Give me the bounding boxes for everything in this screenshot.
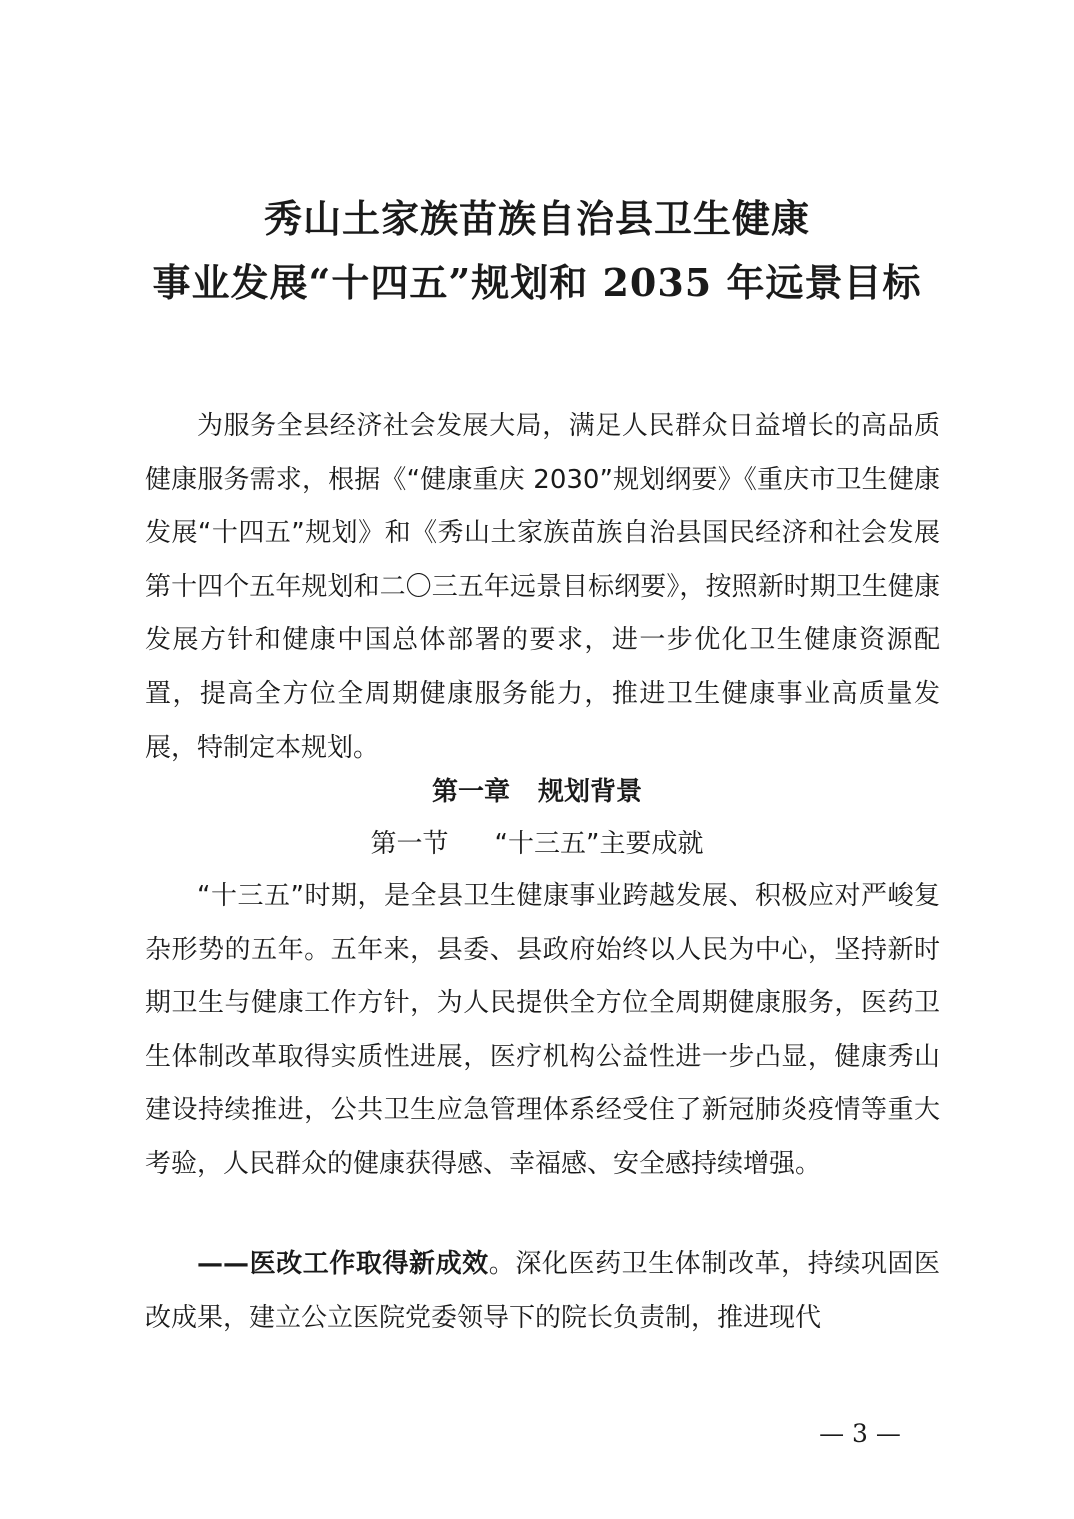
chapter-number: 第一章 — [431, 777, 510, 807]
summary-paragraph: “十三五”时期，是全县卫生健康事业跨越发展、积极应对严峻复杂形势的五年。五年来，县委、县政府始终以人民为中心，坚持新时期卫生与健康工作方针，为人民提供全方位全周期健康服务，医药卫生体制改革取得实质性进展，医疗机构公益性进一步凸显，健康秀山建设持续推进，公共卫生应急管理体系经受住了新冠肺炎疫情等重大考验，人民群众的健康获得感、幸福感、安全感持续增强。 — [145, 881, 940, 1179]
reform-block — [145, 1238, 940, 1345]
chapter-name: 规划背景 — [538, 777, 643, 807]
chapter-heading — [0, 770, 1074, 815]
section-number: 第一节 — [370, 829, 449, 859]
reform-paragraph-lead: ——医改工作取得新成效 — [197, 1249, 489, 1279]
intro-paragraph: 为服务全县经济社会发展大局，满足人民群众日益增长的高品质健康服务需求，根据《“健康重庆 2030”规划纲要》《重庆市卫生健康发展“十四五”规划》和《秀山土家族苗族自治县国民经济和社会发展第十四个五年规划和二〇三五年远景目标纲要》，按照新时期卫生健康发展方针和健康中国总体部署的要求，进一步优化卫生健康资源配置，提高全方位全周期健康服务能力，推进卫生健康事业高质量发展，特制定本规划。 — [145, 411, 940, 763]
page-number: — 3 — — [819, 1419, 901, 1448]
intro-block — [145, 400, 940, 775]
section-name: “十三五”主要成就 — [494, 829, 704, 859]
document-title-line-1: 秀山土家族苗族自治县卫生健康 — [263, 196, 810, 241]
document-title-line-2: 事业发展“十四五”规划和 2035 年远景目标 — [152, 260, 922, 305]
reform-paragraph-text: 。深化医药卫生体制改革，持续巩固医改成果，建立公立医院党委领导下的院长负责制，推进现代 — [145, 1249, 940, 1333]
summary-block — [145, 870, 940, 1192]
reform-paragraph — [145, 1238, 940, 1345]
section-heading — [0, 822, 1074, 867]
